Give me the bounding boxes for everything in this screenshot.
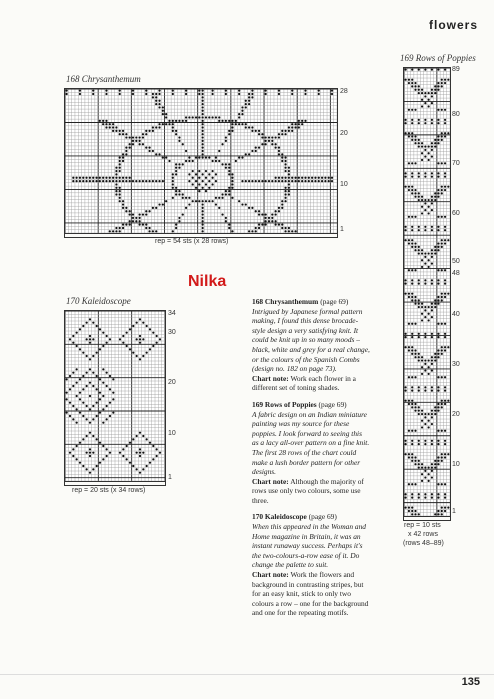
footer-rule bbox=[0, 674, 494, 675]
chart-168-stitches bbox=[66, 90, 334, 233]
watermark: Nilka bbox=[188, 273, 227, 290]
entry-heading: 169 Rows of Poppies bbox=[252, 399, 317, 409]
chart-168-graphic bbox=[65, 89, 337, 233]
chart-169-row-number: 80 bbox=[452, 111, 460, 118]
chart-170-gridlines bbox=[65, 311, 165, 481]
chart-168-row-number: 1 bbox=[340, 226, 344, 233]
chart-168-gridlines bbox=[65, 89, 337, 233]
chart-170-row-number: 20 bbox=[168, 379, 176, 386]
entry-description: When this appeared in the Woman and Home magazine in Britain, it was an instant runaway success. Perhaps it's the two-colours-a-row ease of it. Do change the palette to suit. bbox=[252, 522, 366, 570]
chart-169-title: 169 Rows of Poppies bbox=[400, 53, 476, 63]
page-number: 135 bbox=[461, 676, 480, 688]
chart-170-graphic bbox=[65, 311, 165, 481]
chart-169-row-number: 50 bbox=[452, 258, 460, 265]
chart-168-row-number: 20 bbox=[340, 130, 348, 137]
chart-169-rep-note-line3: (rows 48–89) bbox=[403, 540, 444, 547]
chart-note-label: Chart note: bbox=[252, 570, 289, 580]
chart-169-graphic bbox=[404, 68, 450, 516]
entry-page-ref: (page 69) bbox=[318, 399, 347, 409]
chart-170-grid bbox=[64, 310, 166, 482]
chart-169-row-number: 20 bbox=[452, 411, 460, 418]
chart-169-row-number: 40 bbox=[452, 311, 460, 318]
entry-description: Intrigued by Japanese formal pattern making, I found this dense brocade-style design a very satisfying knit. It could be knit up in so many moods – black, white and grey for a real change, or the colours of the Spanish Combs (design no. 182 on page 73). bbox=[252, 306, 370, 374]
chart-168-rep-note: rep = 54 sts (x 28 rows) bbox=[155, 238, 229, 245]
chart-170-row-number: 30 bbox=[168, 329, 176, 336]
entry-description: A fabric design on an Indian miniature painting was my source for these poppies. I look forward to seeing this as a lacy all-over pattern on a fine knit. The first 28 rows of the chart could make a lush border pattern for other designs. bbox=[252, 409, 370, 477]
entry-heading: 168 Chrysanthemum bbox=[252, 297, 319, 306]
chart-170-stitches bbox=[66, 318, 162, 474]
chart-170-title: 170 Kaleidoscope bbox=[66, 296, 131, 306]
descriptions-column bbox=[252, 297, 370, 625]
chart-169-row-number: 30 bbox=[452, 361, 460, 368]
chart-170-rep-bracket bbox=[64, 482, 166, 486]
entry-168 bbox=[252, 297, 370, 393]
chart-169-row-number: 70 bbox=[452, 160, 460, 167]
chart-170-row-number: 1 bbox=[168, 474, 172, 481]
entry-169 bbox=[252, 400, 370, 506]
chart-note-label: Chart note: bbox=[252, 476, 289, 486]
entry-page-ref: (page 69) bbox=[320, 297, 349, 306]
chart-note-text: Work each flower in a different set of toning shades. bbox=[252, 373, 356, 393]
chart-169-row-number: 60 bbox=[452, 210, 460, 217]
entry-170 bbox=[252, 512, 370, 618]
chart-169-rep-note-line1: rep = 10 sts bbox=[404, 522, 441, 529]
chart-note-text: Although the majority of rows use only two colours, some use three. bbox=[252, 476, 364, 505]
chart-169-row-number: 48 bbox=[452, 270, 460, 277]
entry-heading: 170 Kaleidoscope bbox=[252, 512, 307, 522]
chart-168-row-number: 10 bbox=[340, 181, 348, 188]
chart-note-label: Chart note: bbox=[252, 373, 289, 383]
chart-170-row-number: 10 bbox=[168, 430, 176, 437]
entry-page-ref: (page 69) bbox=[308, 512, 337, 522]
chart-169-gridlines bbox=[404, 68, 450, 516]
chart-169-rep-bracket bbox=[403, 517, 451, 521]
chart-170-rep-note: rep = 20 sts (x 34 rows) bbox=[72, 487, 146, 494]
chart-169-row-number: 89 bbox=[452, 66, 460, 73]
chart-168-title: 168 Chrysanthemum bbox=[66, 74, 141, 84]
chart-169-row-number: 1 bbox=[452, 508, 456, 515]
chart-note-text: Work the flowers and background in contrasting stripes, but for an easy knit, stick to only two colours a row – one for the background and one for the repeating motifs. bbox=[252, 570, 369, 618]
chart-168-grid bbox=[64, 88, 338, 234]
chart-170-row-number: 34 bbox=[168, 310, 176, 317]
chart-168-row-number: 28 bbox=[340, 88, 348, 95]
section-label: flowers bbox=[428, 18, 478, 32]
chart-169-rep-note-line2: x 42 rows bbox=[408, 531, 438, 538]
chart-169-row-number: 10 bbox=[452, 461, 460, 468]
chart-169-grid bbox=[403, 67, 451, 517]
